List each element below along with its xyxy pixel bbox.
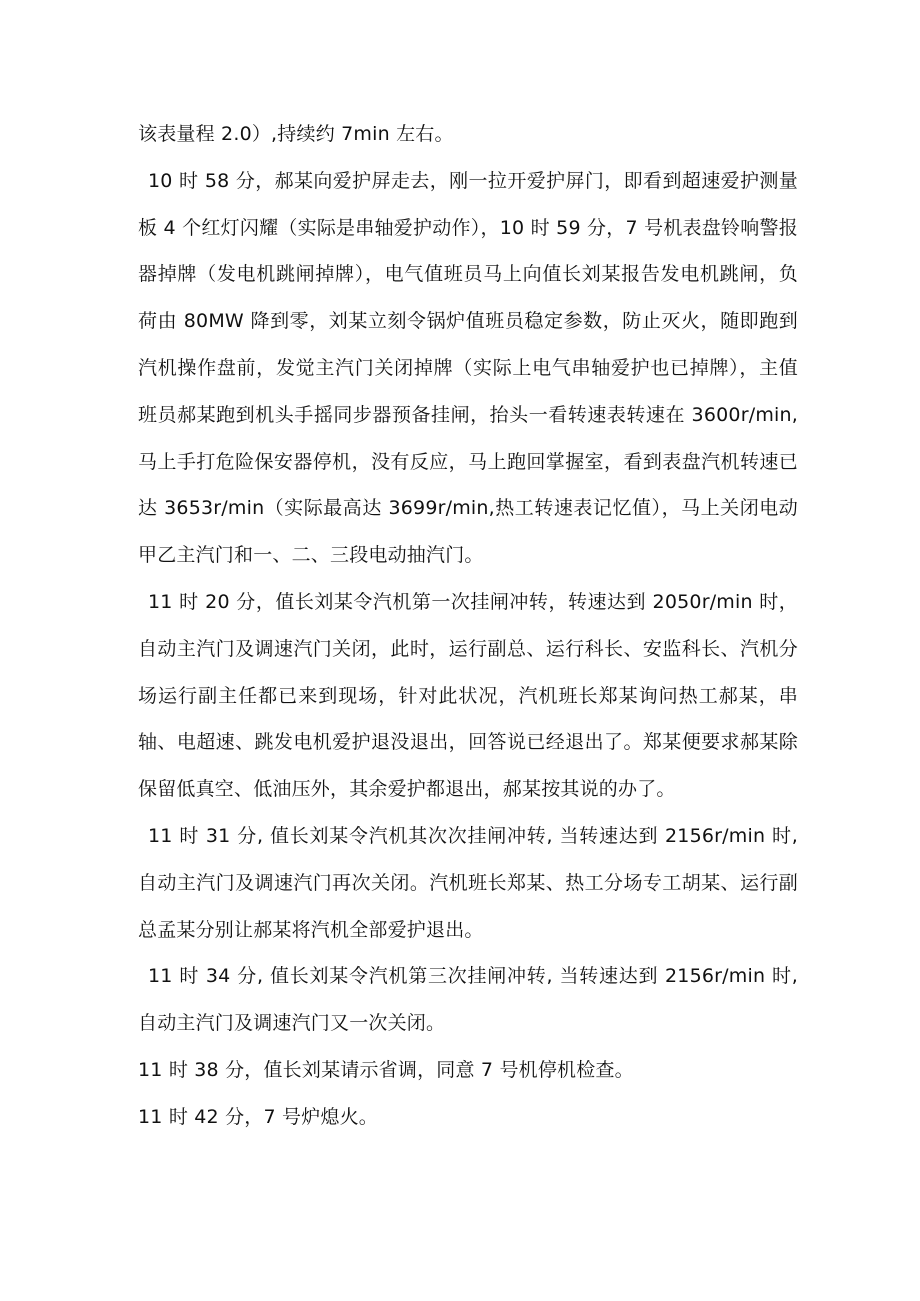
- paragraph-2: 10 时 58 分，郝某向爱护屏走去，刚一拉开爱护屏门，即看到超速爱护测量板 4 个红灯闪耀（实际是串轴爱护动作），10 时 59 分，7 号机表盘铃响警报器掉牌（发电机跳闸掉牌），电气值班员马上向值长刘某报告发电机跳闸，负荷由 80MW 降到零，刘某立刻令锅炉值班员稳定参数，防止灭火，随即跑到汽机操作盘前，发觉主汽门关闭掉牌（实际上电气串轴爱护也已掉牌），主值班员郝某跑到机头手摇同步器预备挂闸，抬头一看转速表转速在 3600r/min,马上手打危险保安器停机，没有反应，马上跑回掌握室，看到表盘汽机转速已达 3653r/min（实际最高达 3699r/min,热工转速表记忆值），马上关闭电动甲乙主汽门和一、二、三段电动抽汽门。: [138, 169, 798, 567]
- paragraph-4: 11 时 31 分, 值长刘某令汽机其次次挂闸冲转, 当转速达到 2156r/min 时, 自动主汽门及调速汽门再次关闭。汽机班长郑某、热工分场专工胡某、运行副总孟某分别让郝某将汽机全部爱护退出。: [138, 824, 798, 941]
- paragraph-5: 11 时 34 分, 值长刘某令汽机第三次挂闸冲转, 当转速达到 2156r/min 时, 自动主汽门及调速汽门又一次关闭。: [138, 965, 798, 1035]
- paragraph-6: 11 时 38 分，值长刘某请示省调，同意 7 号机停机检查。: [138, 1058, 634, 1081]
- paragraph-7: 11 时 42 分，7 号炉熄火。: [138, 1105, 379, 1128]
- document-body: [138, 111, 798, 1141]
- paragraph-3: 11 时 20 分，值长刘某令汽机第一次挂闸冲转，转速达到 2050r/min 时，自动主汽门及调速汽门关闭，此时，运行副总、运行科长、安监科长、汽机分场运行副主任都已来到现场，针对此状况，汽机班长郑某询问热工郝某，串轴、电超速、跳发电机爱护退没退出，回答说已经退出了。郑某便要求郝某除保留低真空、低油压外，其余爱护都退出，郝某按其说的办了。: [138, 590, 798, 801]
- paragraph-1: 该表量程 2.0）,持续约 7min 左右。: [138, 123, 454, 145]
